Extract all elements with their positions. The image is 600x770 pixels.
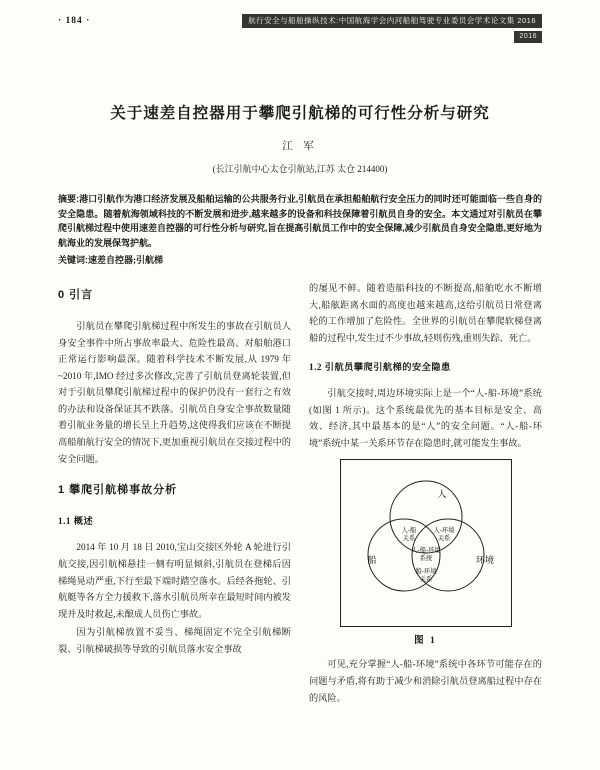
section-heading-1: 1 攀爬引航梯事故分析 [58,484,178,497]
system-paragraph: 引航交接时,周边环境实际上是一个“人-船-环境”系统(如图 1 所示)。这个系统最优先的基本目标是安全、高效、经济,其中最基本的是“人”的安全问题。“人-船-环境”系统中某一关系环节存在隐患时,就可能发生事故。 [309,388,542,448]
venn-label-ship: 船 [366,555,377,566]
venn-label-person-ship-1: 人-船 [401,527,416,535]
running-head-continuation: 2016 [514,31,542,43]
venn-label-environment: 环境 [475,555,494,566]
venn-diagram [346,465,506,621]
keywords-text: 速差自控器;引航梯 [88,255,163,266]
abstract-text: 港口引航作为港口经济发展及船舶运输的公共服务行业,引航员在承担船舶航行安全压力的同时还可能面临一些自身的安全隐患。随着航海领域科技的不断发展和进步,越来越多的设备和科技保障着引航员自身的安全。本文通过对引航员在攀爬引航梯过程中使用速差自控器的可行性分析与研究,旨在提高引航员工作中的安全保障,减少引航员自身安全隐患,更好地为航海业的发展保驾护航。 [58,193,542,248]
page-number: · 184 · [58,16,91,26]
figure-1-frame [340,459,512,627]
subsection-heading-1-2: 1.2 引航员攀爬引航梯的安全隐患 [309,361,451,372]
article-title: 关于速差自控器用于攀爬引航梯的可行性分析与研究 [110,104,490,122]
venn-label-ship-env-1: 船-环境 [415,568,436,576]
continuation-paragraph: 的屡见不鲜。随着造船科技的不断提高,船舶吃水不断增大,船舷距离水面的高度也越来越高,这给引航员日常登离轮的工作增加了危险性。全世界的引航员在攀爬软梯登离船的过程中,发生过不少事故,轻则伤残,重则失踪、死亡。 [309,283,542,343]
figure-1 [309,459,542,650]
venn-label-center-1: 人-船-环境 [410,547,441,555]
two-column-body [58,280,542,708]
abstract-paragraph [58,192,542,250]
intro-paragraph: 引航员在攀爬引航梯过程中所发生的事故在引航员人身安全事件中所占事故率最大、危险性最高、对船舶港口正常运行影响最深。随着科学技术不断发展,从 1979 年~2010 年,IMO 经过多次修改,完善了引航员登离轮装置,但对于引航员攀爬引航梯过程中的保护仍没有一套行之有效的办法和设备保证其不跌落。引航员自身安全事故数量随着引航业务量的增长呈上升趋势,这使得我们应该在不断提高船舶航行安全的情况下,更加重视引航员在交接过程中的安全问题。 [58,321,291,464]
keywords-line [58,253,542,266]
venn-circle-person [390,481,462,553]
venn-label-person-env-2: 关系 [437,535,450,543]
abstract-label: 摘要: [58,193,80,204]
keywords-label: 关键词: [58,255,88,266]
section-heading-intro: 0 引言 [58,289,94,302]
page-header [58,14,542,43]
venn-label-person-ship-2: 关系 [402,535,415,543]
author-name: 江 军 [282,140,318,152]
running-head [242,14,542,43]
author-affiliation: (长江引航中心太仓引航站,江苏 太仓 214400) [212,163,388,174]
running-head-title: 航行安全与船舶操纵技术:中国航海学会内河船舶驾驶专业委员会学术论文集 2016 [242,14,542,28]
figure-1-caption: 图 1 [414,636,437,647]
right-column [309,280,542,708]
venn-label-person-env-1: 人-环境 [433,527,454,535]
venn-label-ship-env-2: 关系 [419,576,432,584]
venn-label-center-2: 系统 [419,555,432,563]
subsection-heading-1-1: 1.1 概述 [58,515,94,526]
case-paragraph: 2014 年 10 月 18 日 2010,宝山交接区外轮 A 轮进行引航交接,因引航梯悬挂一侧有明显倾斜,引航员在登梯后因梯绳晃动严重,下行至最下端时踏空落水。后经各拖轮、引航艇等各方全力援救下,落水引航员所幸在最短时间内被发现并及时救起,未酿成人员伤亡事故。 [58,542,291,619]
cause-paragraph: 因为引航梯放置不妥当、梯绳固定不完全引航梯断裂、引航梯破损等导致的引航员落水安全事故 [58,627,291,654]
venn-label-person: 人 [436,489,447,500]
left-column [58,280,291,708]
conclusion-paragraph: 可见,充分掌握“人-船-环境”系统中各环节可能存在的问题与矛盾,将有助于减少和消除引航员登离船过程中存在的风险。 [309,659,542,703]
